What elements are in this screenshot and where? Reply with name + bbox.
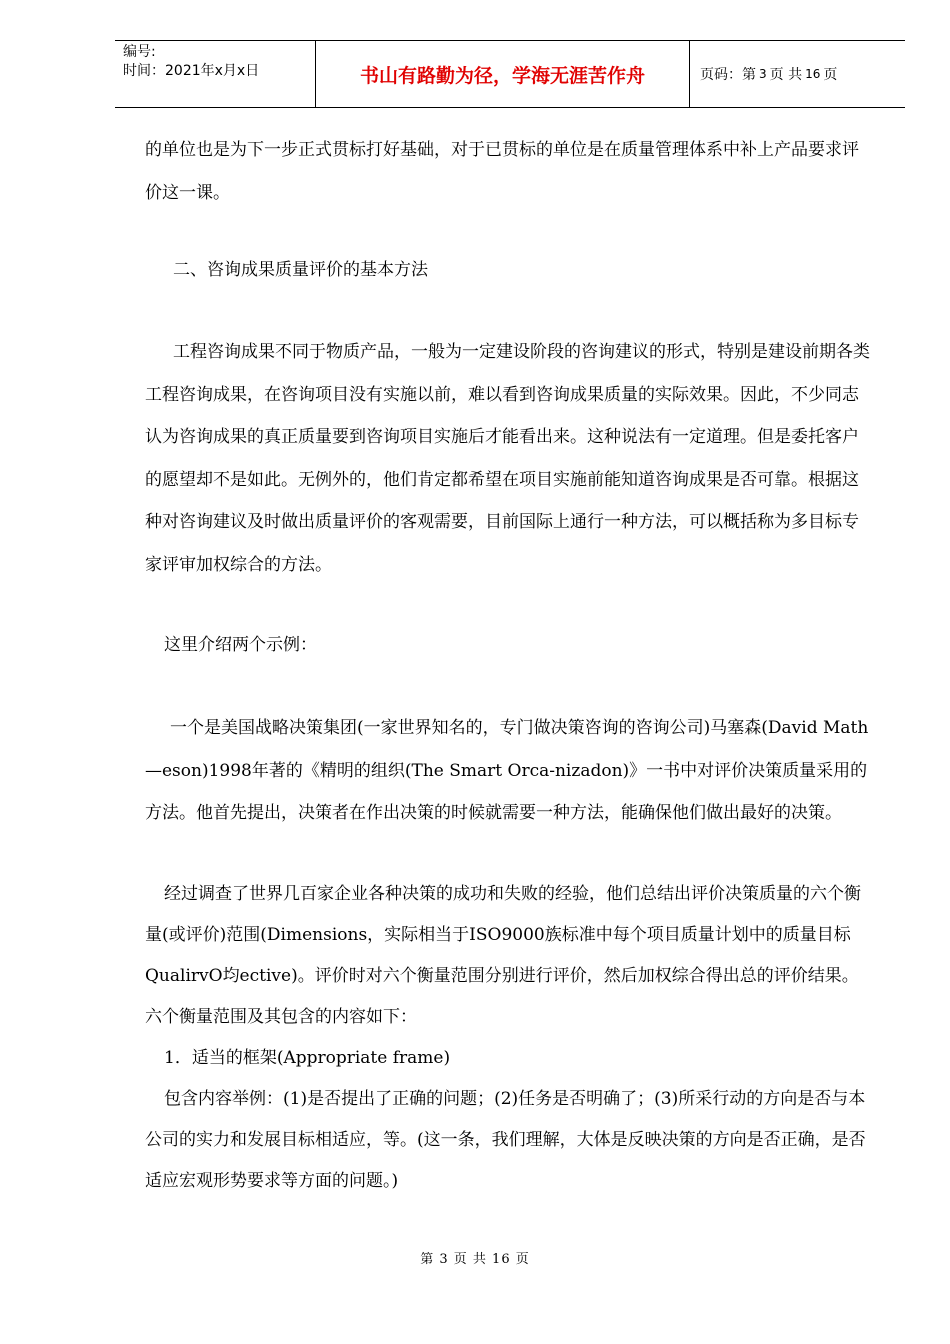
serial-number-label: 编号: (123, 44, 156, 60)
paragraph-method: 工程咨询成果不同于物质产品，一般为一定建设阶段的咨询建议的形式，特别是建设前期各类工程咨询成果，在咨询项目没有实施以前，难以看到咨询成果质量的实际效果。因此，不少同志认为咨询成果的真正质量要到咨询项目实施后才能看出来。这种说法有一定道理。但是委托客户的愿望却不是如此。无例外的，他们肯定都希望在项目实施前能知道咨询成果是否可靠。根据这种对咨询建议及时做出质量评价的客观需要，目前国际上通行一种方法，可以概括称为多目标专家评审加权综合的方法。 (145, 342, 870, 575)
date-label: 时间：2021年x月x日 (123, 63, 260, 79)
section-heading: 二、咨询成果质量评价的基本方法 (173, 260, 428, 280)
paragraph-item1-details: 包含内容举例：(1)是否提出了正确的问题；(2)任务是否明确了；(3)所采行动的方向是否与本公司的实力和发展目标相适应，等。(这一条，我们理解，大体是反映决策的方向是否正确，是否适应宏观形势要求等方面的问题。) (145, 1089, 866, 1191)
paragraph-dimensions: 经过调查了世界几百家企业各种决策的成功和失败的经验，他们总结出评价决策质量的六个衡量(或评价)范围(Dimensions，实际相当于ISO9000族标准中每个项目质量计划中的质量目标QualirvO均ective)。评价时对六个衡量范围分别进行评价，然后加权综合得出总的评价结果。六个衡量范围及其包含的内容如下： (145, 884, 861, 1027)
page-mid: 页 共 (769, 67, 803, 83)
header-page-cell (690, 41, 905, 107)
page-total: 16 (805, 67, 821, 81)
page-suffix: 页 (823, 67, 838, 83)
page-prefix: 页码：第 (700, 67, 756, 83)
paragraph-examples-intro: 这里介绍两个示例： (164, 635, 317, 655)
header-meta-cell (115, 41, 316, 107)
page-current: 3 (759, 67, 767, 81)
page-header (115, 40, 905, 108)
list-item-1: 1．适当的框架(Appropriate frame) (164, 1048, 451, 1068)
paragraph-example-one: 一个是美国战略决策集团(一家世界知名的，专门做决策咨询的咨询公司)马塞森(David Math—eson)1998年著的《精明的组织(The Smart Orca-nizadon)》一书中对评价决策质量采用的方法。他首先提出，决策者在作出决策的时候就需要一种方法，能确保他们做出最好的决策。 (145, 718, 869, 823)
paragraph-continuation: 的单位也是为下一步正式贯标打好基础，对于已贯标的单位是在质量管理体系中补上产品要求评价这一课。 (145, 140, 859, 203)
motto-text: 书山有路勤为径，学海无涯苦作舟 (359, 64, 645, 87)
page-footer: 第 3 页 共 16 页 (420, 1252, 530, 1267)
header-motto-cell (316, 41, 690, 107)
